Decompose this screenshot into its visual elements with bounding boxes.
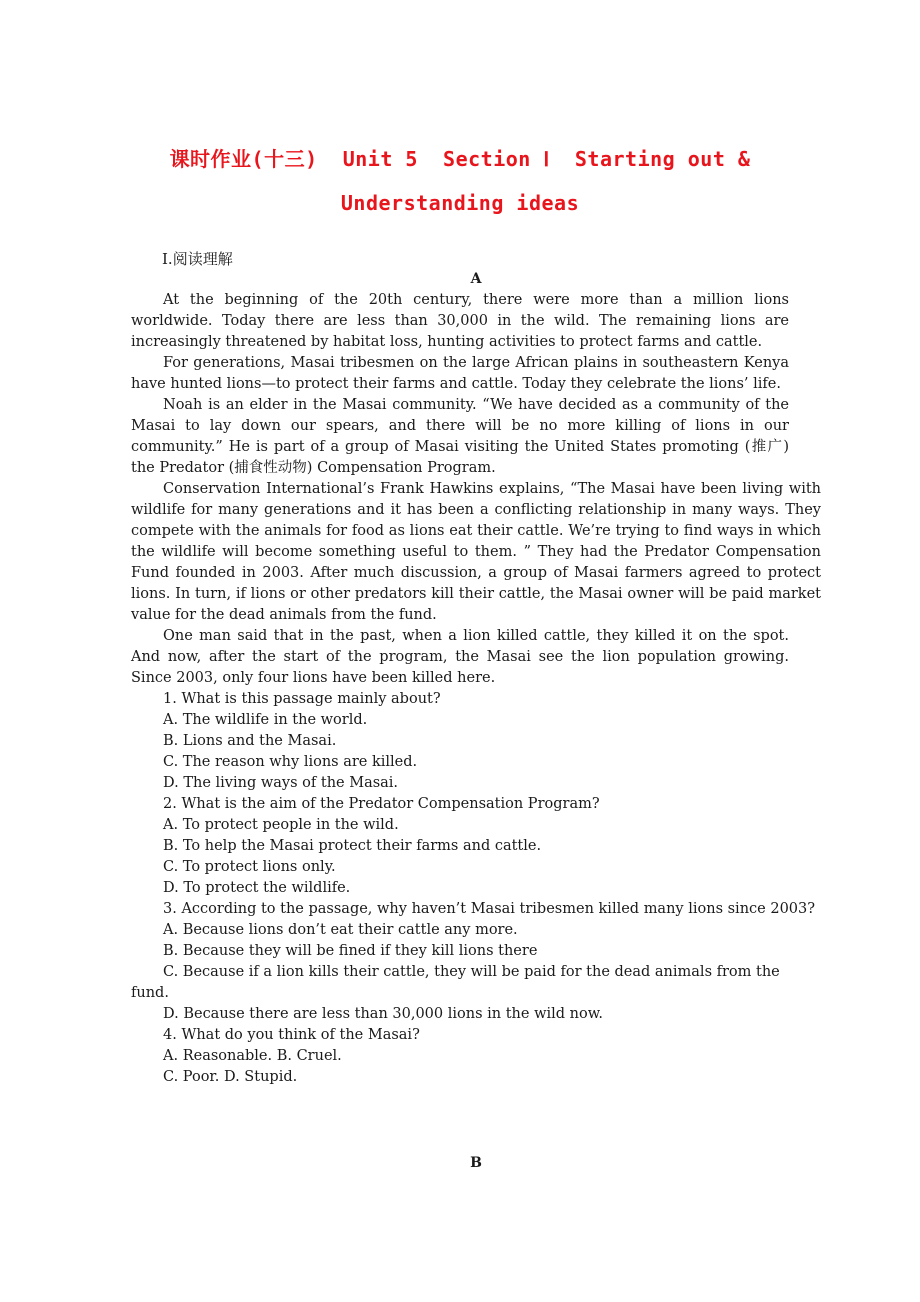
section-heading-reading: Ⅰ.阅读理解	[162, 250, 233, 268]
question-1-option-d: D. The living ways of the Masai.	[163, 775, 399, 791]
question-1-option-c: C. The reason why lions are killed.	[163, 754, 418, 770]
passage-body	[131, 290, 821, 1088]
question-3-option-a: A. Because lions don’t eat their cattle any more.	[163, 922, 518, 938]
question-3-stem: 3. According to the passage, why haven’t Masai tribesmen killed many lions since 2003?	[163, 901, 816, 917]
passage-b-label: B	[470, 1155, 482, 1171]
question-2-option-a: A. To protect people in the wild.	[163, 817, 399, 833]
passage-a-label: A	[470, 271, 482, 287]
question-3-option-c: C. Because if a lion kills their cattle, they will be paid for the dead animals from the fund.	[131, 964, 780, 1001]
page-title-line-1: 课时作业(十三) Unit 5 Section Ⅰ Starting out &	[169, 147, 751, 171]
question-2-stem: 2. What is the aim of the Predator Compensation Program?	[163, 796, 600, 812]
passage-a-paragraph-5: One man said that in the past, when a lion killed cattle, they killed it on the spot. And now, after the start of the program, the Masai see the lion population growing. Since 2003, only four lions have been killed here.	[131, 628, 789, 686]
passage-a-paragraph-2: For generations, Masai tribesmen on the large African plains in southeastern Kenya have hunted lions—to protect their farms and cattle. Today they celebrate the lions’ life.	[131, 355, 789, 392]
question-1-option-b: B. Lions and the Masai.	[163, 733, 337, 749]
passage-a-paragraph-1: At the beginning of the 20th century, there were more than a million lions worldwide. Today there are less than 30,000 in the wild. The remaining lions are increasingly threatened by habitat loss, hunting activities to protect farms and cattle.	[131, 292, 789, 350]
question-3-option-d: D. Because there are less than 30,000 lions in the wild now.	[163, 1006, 604, 1022]
question-1-option-a: A. The wildlife in the world.	[163, 712, 368, 728]
question-4-options-row-1: A. Reasonable. B. Cruel.	[163, 1048, 342, 1064]
question-4-options-row-2: C. Poor. D. Stupid.	[163, 1069, 298, 1085]
question-2-option-b: B. To help the Masai protect their farms and cattle.	[163, 838, 542, 854]
question-2-option-d: D. To protect the wildlife.	[163, 880, 351, 896]
question-1-stem: 1. What is this passage mainly about?	[163, 691, 441, 707]
question-3-option-b: B. Because they will be fined if they kill lions there	[163, 943, 538, 959]
passage-a-paragraph-3: Noah is an elder in the Masai community. “We have decided as a community of the Masai to lay down our spears, and there will be no more killing of lions in our community.” He is part of a group of Masai visiting the United States promoting (推广) the Predator (捕食性动物) Compensation Program.	[131, 397, 789, 476]
page-title-line-2: Understanding ideas	[340, 191, 580, 215]
question-2-option-c: C. To protect lions only.	[163, 859, 336, 875]
question-4-stem: 4. What do you think of the Masai?	[163, 1027, 420, 1043]
passage-a-paragraph-4: Conservation International’s Frank Hawkins explains, “The Masai have been living with wildlife for many generations and it has been a conflicting relationship in many ways. They compete with the animals for food as lions eat their cattle. We’re trying to find ways in which the wildlife will become something useful to them. ” They had the Predator Compensation Fund founded in 2003. After much discussion, a group of Masai farmers agreed to protect lions. In turn, if lions or other predators kill their cattle, the Masai owner will be paid market value for the dead animals from the fund.	[131, 481, 821, 623]
